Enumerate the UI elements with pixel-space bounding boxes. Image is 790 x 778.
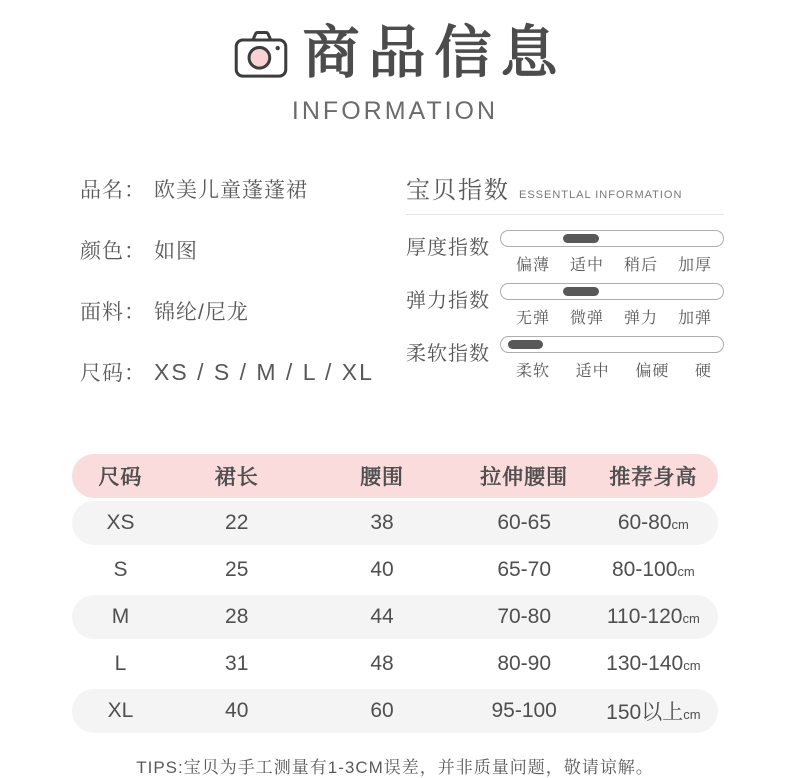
table-header-cell: 推荐身高 [609,465,698,489]
detail-value: XS / S / M / L / XL [154,358,374,385]
table-cell: XL [107,698,134,722]
detail-label: 尺码： [80,361,146,385]
index-header [406,170,724,205]
slider-name: 柔软指数 [406,342,490,365]
page-subtitle: INFORMATION [291,96,499,125]
table-cell: L [114,651,127,675]
table-cell: 70-80 [497,604,552,628]
slider-tick-label: 柔软 [516,362,551,380]
slider-tick-label: 微弹 [569,309,604,327]
content [0,168,790,418]
slider-name: 厚度指数 [406,236,490,259]
slider-tick-label: 适中 [569,256,604,274]
table-row [72,642,718,686]
slider-indicator [508,340,544,349]
table-row [72,548,718,592]
table-cell: 130-140cm [606,651,701,675]
table-row [72,689,718,733]
table-header-cell: 腰围 [360,465,405,489]
table-cell: 22 [225,510,249,534]
detail-value: 如图 [154,239,198,263]
slider-tick-label: 偏薄 [516,256,551,274]
product-details [80,168,406,418]
index-divider [406,214,724,215]
table-header-cell: 拉伸腰围 [480,465,569,489]
slider-body [500,336,724,381]
page-title: 商品信息 [302,21,567,85]
table-cell: 80-90 [497,651,552,675]
detail-value: 欧美儿童蓬蓬裙 [154,178,308,202]
slider-indicator [563,287,599,296]
slider-ticks [500,353,724,381]
unit-label: cm [677,563,695,579]
table-cell: S [113,557,128,581]
index-slider [406,283,724,328]
detail-value: 锦纶/尼龙 [154,300,249,324]
table-row [72,595,718,639]
table-cell: 60-80cm [617,510,689,534]
detail-label: 颜色： [80,239,146,263]
slider-tick-label: 加弹 [677,309,712,327]
table-cell: 48 [370,651,394,675]
slider-tick-label: 弹力 [623,309,658,327]
slider-body [500,283,724,328]
table-cell: 28 [225,604,249,628]
slider-tick-label: 加厚 [677,256,712,274]
table-cell: 40 [370,557,394,581]
table-cell: 110-120cm [606,604,700,628]
slider-ticks [500,300,724,328]
slider-tick-label: 无弹 [516,309,551,327]
table-cell: 44 [370,604,394,628]
table-cell: 95-100 [491,698,557,722]
table-cell: 25 [225,557,249,581]
table-cell: M [111,604,130,628]
slider-indicator [563,234,599,243]
detail-label: 面料： [80,300,146,324]
slider-track [500,230,724,247]
table-cell: 60 [370,698,394,722]
table-cell: 80-100cm [611,557,695,581]
table-header-row [72,454,718,498]
slider-tick-label: 偏硬 [635,362,670,380]
index-slider [406,336,724,381]
page-header [0,0,790,126]
table-cell: 38 [370,510,394,534]
index-panel-title: 宝贝指数 [406,176,510,204]
slider-ticks [500,247,724,275]
camera-icon [233,28,289,80]
slider-body [500,230,724,275]
detail-row [80,174,406,204]
detail-row [80,235,406,265]
table-cell: 40 [225,698,249,722]
tips-text: TIPS:宝贝为手工测量有1-3CM误差，并非质量问题，敬请谅解。 [136,757,654,777]
table-cell: 65-70 [497,557,552,581]
unit-label: cm [683,706,701,722]
table-header-cell: 裙长 [214,465,259,489]
detail-row [80,296,406,326]
size-table [72,454,718,733]
detail-row [80,357,406,387]
slider-list [406,230,724,381]
slider-name: 弹力指数 [406,289,490,312]
slider-track [500,336,724,353]
index-slider [406,230,724,275]
index-panel-subtitle: ESSENTLAL INFORMATION [519,188,683,201]
table-cell: 31 [225,651,249,675]
title-row [0,21,790,85]
table-cell: XS [106,510,135,534]
slider-tick-label: 稍后 [623,256,658,274]
table-cell: 60-65 [497,510,552,534]
index-panel [406,168,724,418]
detail-label: 品名： [80,178,146,202]
unit-label: cm [683,657,701,673]
slider-track [500,283,724,300]
unit-label: cm [671,516,689,532]
slider-tick-label: 适中 [575,362,610,380]
slider-tick-label: 硬 [694,362,712,380]
table-row [72,501,718,545]
unit-label: cm [682,610,700,626]
table-header-cell: 尺码 [98,465,143,489]
table-cell: 150以上cm [606,700,701,724]
